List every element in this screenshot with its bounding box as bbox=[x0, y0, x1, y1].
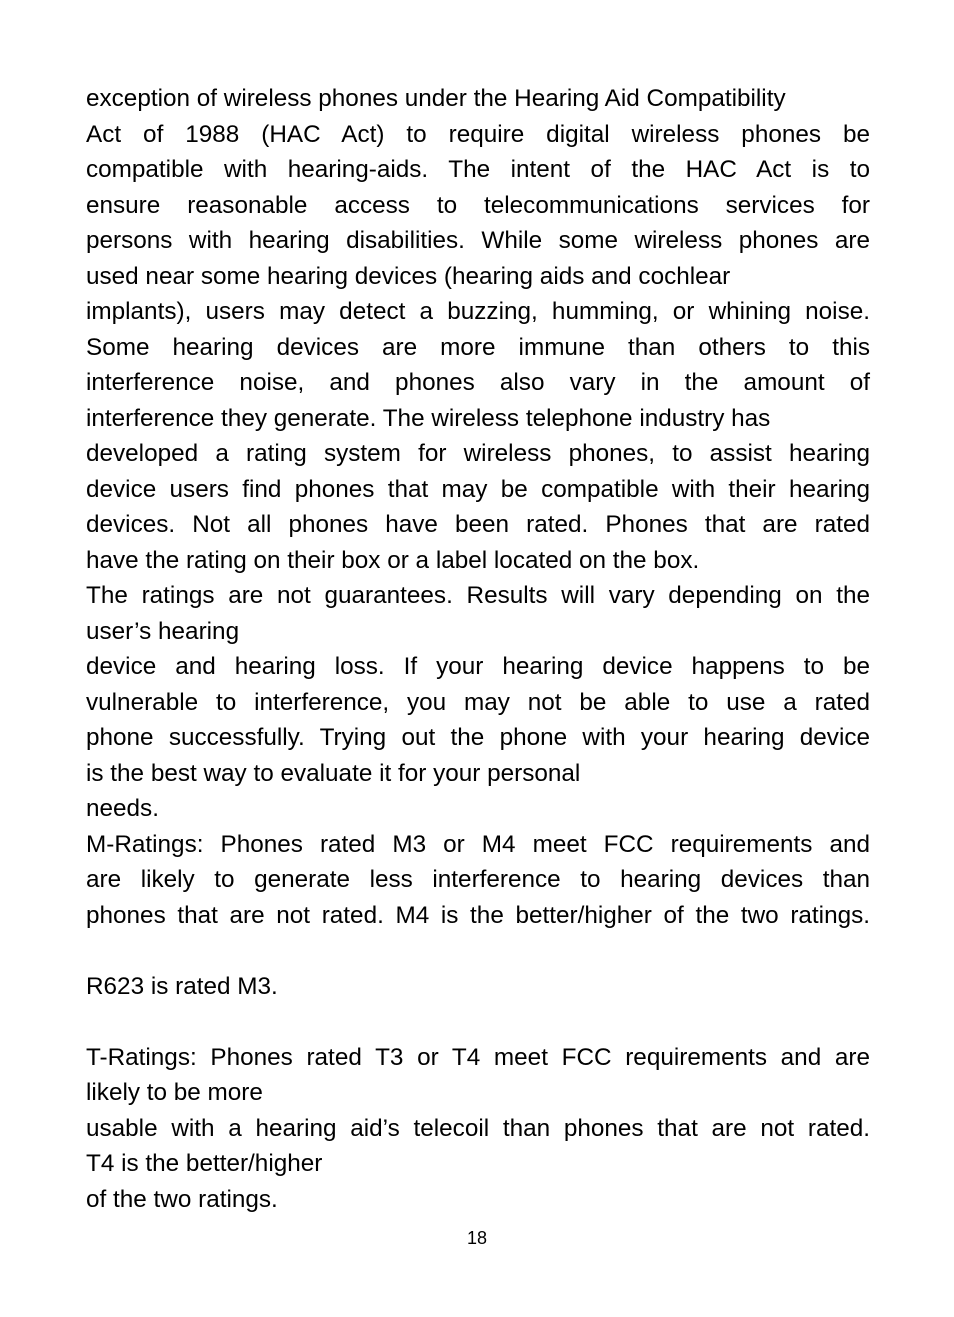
page-number: 18 bbox=[466, 1228, 488, 1248]
rating-statement: R623 is rated M3. bbox=[86, 972, 278, 1000]
text-line: likely to be more bbox=[86, 1079, 263, 1106]
text-line: interference noise, and phones also vary in the amount of bbox=[86, 369, 870, 396]
text-line: device and hearing loss. If your hearing device happens to be bbox=[86, 653, 870, 680]
text-line: usable with a hearing aid’s telecoil than phones that are not rated. bbox=[86, 1114, 870, 1142]
document-body bbox=[86, 81, 870, 1217]
text-line: devices. Not all phones have been rated. Phones that are rated bbox=[86, 511, 870, 538]
text-line: T4 is the better/higher bbox=[86, 1150, 323, 1177]
blank-line bbox=[86, 1004, 870, 1040]
text-line: interference they generate. The wireless telephone industry has bbox=[86, 404, 771, 432]
blank-line bbox=[86, 933, 870, 969]
text-line: is the best way to evaluate it for your personal bbox=[86, 759, 581, 787]
text-line: Some hearing devices are more immune than others to this bbox=[86, 333, 870, 361]
text-line: compatible with hearing-aids. The intent of the HAC Act is to bbox=[86, 156, 870, 183]
text-line: device users find phones that may be compatible with their hearing bbox=[86, 475, 870, 503]
text-line: The ratings are not guarantees. Results will vary depending on the bbox=[86, 582, 870, 609]
text-line: ensure reasonable access to telecommunications services for bbox=[86, 191, 870, 219]
text-line: phones that are not rated. M4 is the better/higher of the two ratings. bbox=[86, 901, 870, 929]
text-line: used near some hearing devices (hearing aids and cochlear bbox=[86, 262, 731, 290]
text-line: exception of wireless phones under the Hearing Aid Compatibility bbox=[86, 85, 786, 112]
text-line: Act of 1988 (HAC Act) to require digital wireless phones be bbox=[86, 120, 870, 148]
text-line: M-Ratings: Phones rated M3 or M4 meet FCC requirements and bbox=[86, 830, 870, 858]
text-line: of the two ratings. bbox=[86, 1185, 278, 1213]
text-line: needs. bbox=[86, 795, 159, 822]
text-line: implants), users may detect a buzzing, humming, or whining noise. bbox=[86, 298, 870, 325]
text-line: persons with hearing disabilities. While some wireless phones are bbox=[86, 227, 870, 254]
text-line: phone successfully. Trying out the phone with your hearing device bbox=[86, 724, 870, 751]
text-line: user’s hearing bbox=[86, 617, 240, 645]
text-line: have the rating on their box or a label located on the box. bbox=[86, 546, 700, 574]
text-line: developed a rating system for wireless phones, to assist hearing bbox=[86, 440, 870, 467]
text-line: are likely to generate less interference to hearing devices than bbox=[86, 866, 870, 893]
text-line: vulnerable to interference, you may not be able to use a rated bbox=[86, 688, 870, 716]
text-line: T-Ratings: Phones rated T3 or T4 meet FCC requirements and are bbox=[86, 1043, 870, 1071]
